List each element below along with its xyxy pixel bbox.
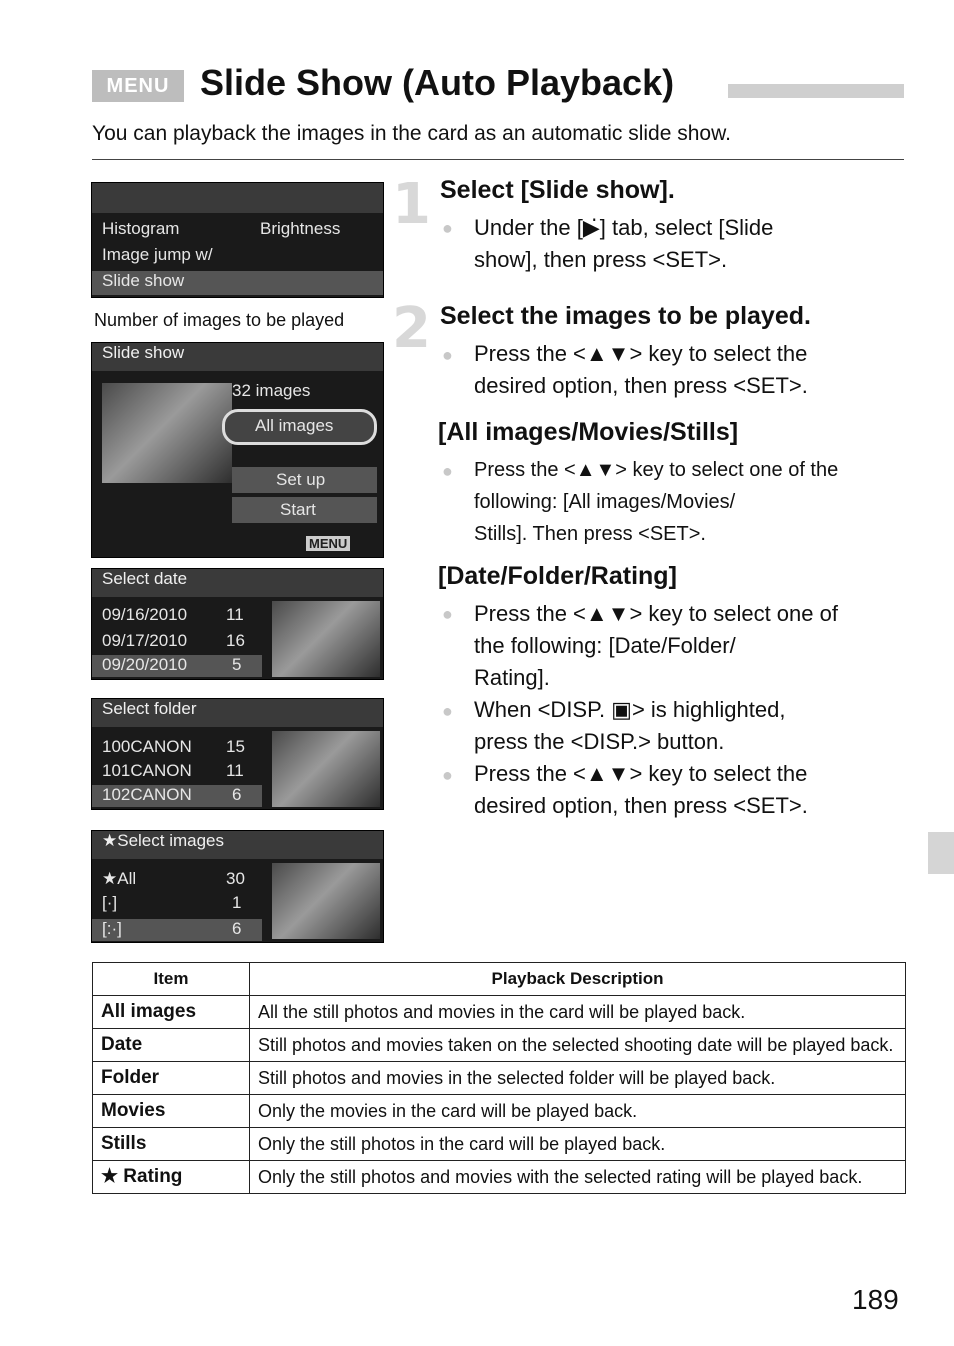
date-item: 09/20/2010 <box>102 655 188 674</box>
table-row <box>93 1029 906 1062</box>
bullet-icon: ● <box>442 461 453 481</box>
page-number: 189 <box>852 1284 899 1315</box>
page-title: Slide Show (Auto Playback) <box>200 62 675 103</box>
date-item: 09/17/2010 <box>102 631 188 650</box>
menu-tabs <box>92 183 383 213</box>
menu-badge-icon: MENU <box>92 70 184 102</box>
folder-count: 15 <box>226 737 245 756</box>
menu-item: Image jump w/ <box>102 245 213 264</box>
title-decoration <box>728 84 904 98</box>
rating-count: 30 <box>226 869 245 888</box>
table-row <box>93 996 906 1029</box>
table-row <box>93 1128 906 1161</box>
intro-text: You can playback the images in the card as an automatic slide show. <box>92 122 731 145</box>
date-count: 11 <box>226 605 244 624</box>
menu-item: Brightness <box>260 219 341 238</box>
date-count: 16 <box>226 631 245 650</box>
bullet-icon: ● <box>442 345 453 365</box>
folder-count: 6 <box>232 785 242 804</box>
body-text: Press the <▲▼> key to select one of the <box>474 459 839 481</box>
table-cell-item: Date <box>93 1029 250 1062</box>
bullet-icon: ● <box>442 218 453 238</box>
selected-option: All images <box>255 416 334 435</box>
bullet-icon: ● <box>442 701 453 721</box>
select-images-screen <box>91 830 384 943</box>
rating-count: 1 <box>232 893 242 912</box>
body-text: the following: [Date/Folder/ <box>474 633 736 658</box>
menu-tag-icon: MENU <box>306 536 350 551</box>
table-cell-item: Folder <box>93 1062 250 1095</box>
body-text: Rating]. <box>474 665 550 690</box>
screen-header: Slide show <box>92 343 383 371</box>
table-header: Playback Description <box>250 963 906 996</box>
playback-table <box>92 962 906 1194</box>
preview-thumbnail <box>102 383 232 483</box>
folder-count: 11 <box>226 761 244 780</box>
table-row <box>93 1161 906 1194</box>
table-cell-desc: Still photos and movies taken on the selected shooting date will be played back. <box>250 1029 906 1062</box>
table-cell-item: Stills <box>93 1128 250 1161</box>
table-cell-desc: All the still photos and movies in the card will be played back. <box>250 996 906 1029</box>
rating-item: ★All <box>102 869 137 888</box>
table-row <box>93 1062 906 1095</box>
folder-item: 100CANON <box>102 737 192 756</box>
slideshow-screen <box>91 342 384 558</box>
chapter-tab <box>928 832 954 874</box>
bullet-icon: ● <box>442 765 453 785</box>
body-text: desired option, then press <SET>. <box>474 793 808 818</box>
date-count: 5 <box>232 655 242 674</box>
select-date-screen <box>91 568 384 680</box>
step-number: 2 <box>392 296 431 361</box>
preview-thumbnail <box>272 731 380 807</box>
table-cell-item: Movies <box>93 1095 250 1128</box>
image-count: 32 images <box>232 381 311 400</box>
setup-option: Set up <box>276 470 326 489</box>
table-cell-item: All images <box>93 996 250 1029</box>
preview-thumbnail <box>272 601 380 677</box>
subsection-heading: [All images/Movies/Stills] <box>438 418 739 446</box>
select-folder-screen <box>91 698 384 810</box>
table-header: Item <box>93 963 250 996</box>
step-text: desired option, then press <SET>. <box>474 373 808 398</box>
folder-item: 102CANON <box>102 785 192 804</box>
step-text: Under the [▶̇] tab, select [Slide <box>474 215 774 240</box>
rating-count: 6 <box>232 919 242 938</box>
step-heading: Select [Slide show]. <box>440 176 675 204</box>
rating-item: [:·] <box>102 919 122 938</box>
screen-header: Select date <box>92 569 383 597</box>
table-cell-desc: Still photos and movies in the selected folder will be played back. <box>250 1062 906 1095</box>
table-cell-desc: Only the movies in the card will be played back. <box>250 1095 906 1128</box>
step-heading: Select the images to be played. <box>440 302 811 330</box>
screen-header: ★Select images <box>92 831 383 859</box>
bullet-icon: ● <box>442 604 453 624</box>
body-text: When <DISP. ▣> is highlighted, <box>474 697 786 722</box>
screen-header: Select folder <box>92 699 383 727</box>
body-text: Press the <▲▼> key to select one of <box>474 601 838 626</box>
rating-item: [·] <box>102 893 118 912</box>
subsection-heading: [Date/Folder/Rating] <box>438 562 677 590</box>
body-text: Stills]. Then press <SET>. <box>474 523 706 545</box>
screen-caption: Number of images to be played <box>94 310 345 330</box>
menu-screen <box>91 182 384 298</box>
table-cell-desc: Only the still photos and movies with the selected rating will be played back. <box>250 1161 906 1194</box>
folder-item: 101CANON <box>102 761 192 780</box>
body-text: Press the <▲▼> key to select the <box>474 761 808 786</box>
body-text: press the <DISP.> button. <box>474 729 725 754</box>
header-divider <box>92 159 904 160</box>
menu-item: Histogram <box>102 219 180 238</box>
start-option: Start <box>280 500 316 519</box>
preview-thumbnail <box>272 863 380 939</box>
step-text: Press the <▲▼> key to select the <box>474 341 808 366</box>
body-text: following: [All images/Movies/ <box>474 491 736 513</box>
step-text: show], then press <SET>. <box>474 247 728 272</box>
table-cell-desc: Only the still photos in the card will be played back. <box>250 1128 906 1161</box>
step-number: 1 <box>392 172 431 237</box>
table-cell-item: ★ Rating <box>93 1161 250 1194</box>
menu-item-selected: Slide show <box>102 271 185 290</box>
date-item: 09/16/2010 <box>102 605 188 624</box>
table-row <box>93 1095 906 1128</box>
